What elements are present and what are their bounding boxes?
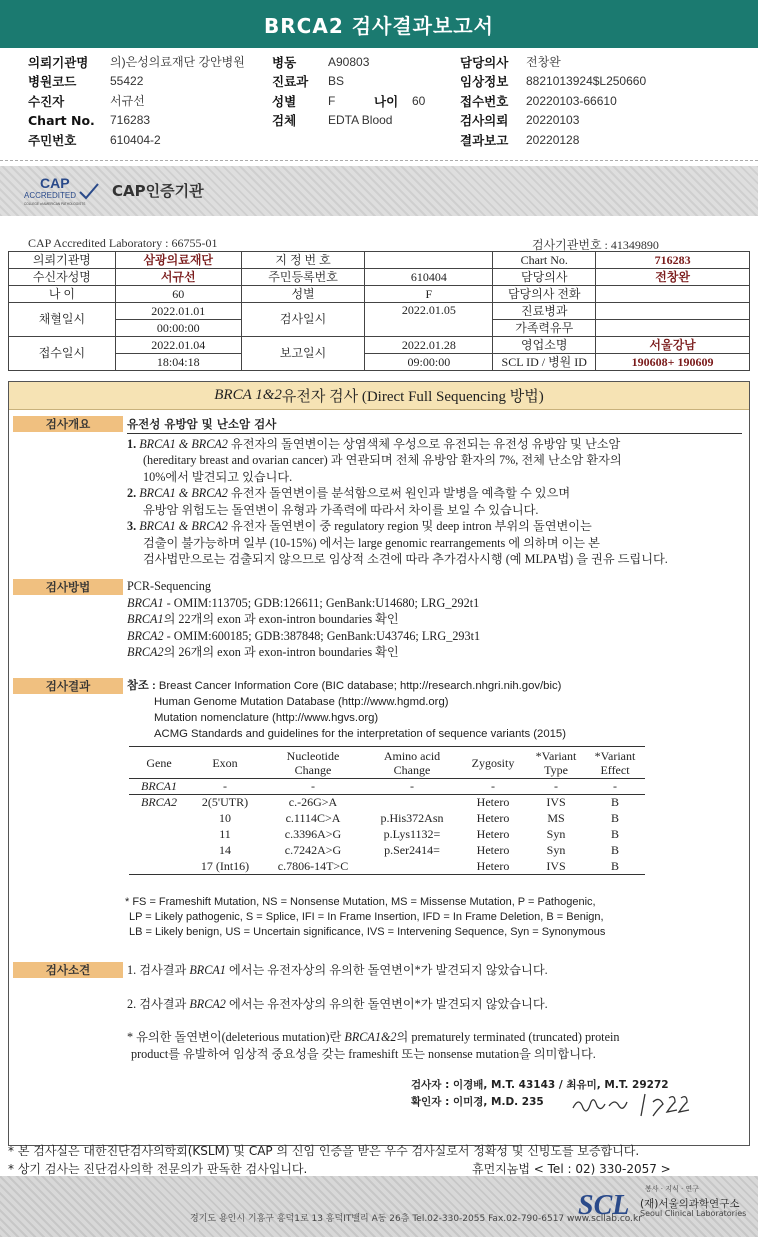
info-value: 190608+ 190609 [596,354,750,371]
section-label-opinion: 검사소견 [13,962,123,978]
info-label: 채혈일시 [9,303,116,337]
variant-col-header: Amino acid Change [365,747,459,779]
header-field [460,111,646,131]
gene-italic: BRCA2 [189,996,226,1011]
report-body [8,381,750,1146]
variant-cell: - [459,779,527,795]
header-field [272,52,425,72]
header-field [28,52,245,72]
header-key: 임상정보 [460,74,509,90]
table-row [129,779,645,795]
info-label: SCL ID / 병원 ID [493,354,596,371]
overview-text: 검사법만으로는 검출되지 않으므로 임상적 소견에 따라 추가검사시행 (예 MLPA법) 을 권유 드립니다. [143,552,668,566]
footer-address: 경기도 용인시 기흥구 흥덕1로 13 흥덕IT밸리 A동 26층 Tel.02-330-2055 Fax.02-790-6517 www.scllab.co.kr [190,1214,642,1224]
signer-line: 확인자 : 이미경, M.D. 235 [411,1096,544,1108]
variant-cell [129,859,189,875]
variant-cell: MS [547,811,565,825]
header-key: 검체 [272,113,297,129]
abbr-line: LP = Likely pathogenic, S = Splice, IFI = In Frame Insertion, IFD = In Frame Deletion, B = Benign, [129,911,604,923]
table-row [129,827,645,843]
table-header-row [129,747,645,779]
cap-logo-tiny: COLLEGE of AMERICAN PATHOLOGISTS [24,202,86,206]
gene-italic: BRCA1&2 [344,1030,397,1044]
header-key: 접수번호 [460,93,509,109]
info-value: F [365,286,493,303]
info-label: 성별 [241,286,365,303]
table-row [9,354,750,371]
info-label: 나 이 [9,286,116,303]
header-field [460,91,646,111]
info-label: 보고일시 [241,337,365,371]
table-row [9,269,750,286]
cap-lab-number: CAP Accredited Laboratory : 66755-01 [28,236,218,250]
header-field [460,130,646,150]
opinion-line [127,996,742,1013]
variant-cell [365,859,459,875]
header-key: 의뢰기관명 [28,54,89,70]
variant-cell: IVS [546,795,566,810]
footer-note: * 상기 검사는 진단검사의학 전문의가 판독한 검사입니다. [8,1162,308,1176]
overview-item-2: 2. BRCA1 & BRCA2 유전자 돌연변이를 분석함으로써 원인과 발병을 예측할 수 있으며 [127,486,571,500]
variant-cell: - [261,779,365,795]
header-field [272,72,425,92]
info-value: 서울강남 [596,337,750,354]
abbreviations [125,895,740,940]
note-text: * 유의한 돌연변이(deleterious mutation)란 [127,1030,345,1044]
cap-logo-sub: ACCREDITED [24,191,77,200]
variant-cell: 10 [219,811,231,825]
variant-table-wrap [129,746,645,875]
ref-text: ACMG Standards and guidelines for the interpretation of sequence variants (2015) [154,728,566,740]
variant-col-header: *Variant Type [527,747,585,779]
page-title: BRCA2 검사결과보고서 [0,0,758,48]
header-key: 담당의사 [460,54,509,70]
variant-cell: Syn [546,827,566,841]
header-value: 8821013924$L250660 [526,74,647,89]
variant-cell: c.1114C>A [285,811,341,825]
overview-text: (hereditary breast and ovarian cancer) 과 연관되며 전체 유방암 환자의 7%, 전체 난소암 환자의 [143,453,622,467]
variant-cell: - [189,779,261,795]
footer-band [0,1176,758,1237]
header-field [272,91,425,111]
variant-cell: 2(5'UTR) [201,795,249,810]
gene-italic: BRCA1 [189,963,226,977]
gene-italic: BRCA2 [127,628,164,643]
table-row [129,859,645,875]
table-row [129,795,645,811]
variant-col-header: Zygosity [459,747,527,779]
table-row [9,286,750,303]
info-label: 주민등록번호 [241,269,365,286]
variant-cell: c.-26G>A [288,795,338,810]
scanned-report [0,166,758,1237]
method-body [127,578,742,661]
opinion-text: 1. 검사결과 [127,963,190,977]
variant-cell: p.His372Asn [380,811,444,825]
header-key: 주민번호 [28,132,77,148]
gene-italic: BRCA1 & BRCA2 [139,436,228,451]
variant-cell: B [610,795,619,810]
report-header [0,52,758,152]
overview-text: 10%에서 발견되고 있습니다. [143,469,293,484]
note-text: product를 유발하여 임상적 중요성을 갖는 frameshift 또는 nonsense mutation을 의미합니다. [131,1046,596,1061]
header-key: Chart No. [28,112,95,128]
header-value: 20220103 [526,113,580,128]
gene-italic: BRCA1 & BRCA2 [139,519,228,533]
table-row [129,843,645,859]
info-value: 2022.01.05 [365,303,493,337]
variant-cell: - [585,779,645,795]
method-line: PCR-Sequencing [127,579,211,593]
section-label-result: 검사결과 [13,678,123,694]
variant-col-header: Gene [129,747,189,779]
table-row [9,303,750,320]
method-line [127,628,742,645]
header-value: 서규선 [110,94,145,109]
info-value: 00:00:00 [115,320,241,337]
gene-italic: BRCA1 & BRCA2 [139,486,228,500]
header-key: 성별 [272,93,297,109]
variant-cell: Hetero [476,795,510,810]
section-label-method: 검사방법 [13,579,123,595]
signer-line: 검사자 : 이경배, M.T. 43143 / 최유미, M.T. 29272 [411,1079,669,1091]
overview-item-3: 3. BRCA1 & BRCA2 유전자 돌연변이 중 regulatory region 및 deep intron 부위의 돌연변이는 [127,519,592,533]
variant-cell: c.7242A>G [284,843,342,857]
variant-cell: - [527,779,585,795]
overview-text: 유전자 돌연변이 중 regulatory region 및 deep intron 부위의 돌연변이는 [227,519,592,533]
variant-cell: B [610,811,619,825]
header-key: 병원코드 [28,74,77,90]
table-row [9,252,750,269]
info-label: 검사일시 [241,303,365,337]
info-label: 접수일시 [9,337,116,371]
variant-cell: Hetero [476,827,510,841]
scl-name: (재)서울의과학연구소 [640,1198,740,1210]
variant-cell: Syn [546,843,566,857]
note-text: 의 prematurely terminated (truncated) protein [396,1030,620,1044]
scl-subtitle: Seoul Clinical Laboratories [640,1209,747,1218]
header-value: 의)은성의료재단 강안병원 [110,55,245,70]
cap-label: CAP인증기관 [112,182,204,200]
age-label: 나이 [374,93,399,109]
age-value: 60 [412,93,426,108]
opinion-text: 에서는 유전자상의 유의한 돌연변이*가 발견되지 않았습니다. [225,996,548,1011]
abbr-line: LB = Likely benign, US = Uncertain significance, IVS = Intervening Sequence, Syn = Synonymous [129,926,606,938]
variant-cell [365,795,459,811]
header-value: BS [328,74,345,89]
info-value: 2022.01.04 [115,337,241,354]
ref-label: 참조 : [127,680,156,692]
info-label: 가족력유무 [493,320,596,337]
variant-col-header: Nucleotide Change [261,747,365,779]
section-label-overview: 검사개요 [13,416,123,432]
variant-cell [129,827,189,843]
variant-cell: 17 (Int16) [189,859,261,875]
footer-contact: 휴먼지놈법 < Tel : 02) 330-2057 > [472,1162,671,1176]
report-title-italic: BRCA 1&2 [214,387,282,403]
header-value: EDTA Blood [328,113,393,128]
header-field [28,72,245,92]
method-text: - OMIM:600185; GDB:387848; GenBank:U43746; LRG_293t1 [163,628,481,643]
overview-body [127,416,742,568]
overview-text: 유전자의 돌연변이는 상염색체 우성으로 유전되는 유전성 유방암 및 난소암 [227,436,621,451]
cap-logo-icon [22,174,104,208]
header-value: 20220128 [526,132,580,147]
variant-cell: c.3396A>G [284,827,342,841]
info-value: 2022.01.01 [115,303,241,320]
method-text: - OMIM:113705; GDB:126611; GenBank:U14680; LRG_292t1 [163,595,480,610]
variant-col-header: Exon [189,747,261,779]
info-value: 2022.01.28 [365,337,493,354]
variant-cell: c.7806-14T>C [261,859,365,875]
table-row [129,811,645,827]
header-value: A90803 [328,54,370,69]
variant-cell: Hetero [476,843,510,857]
report-title [9,382,749,410]
overview-text: 유방암 위험도는 돌연변이 유형과 가족력에 따라서 차이를 보일 수 있습니다. [143,502,539,517]
variant-cell [129,811,189,827]
header-key: 검사의뢰 [460,113,509,129]
gene-italic: BRCA1 [127,595,164,610]
variant-cell: 14 [219,843,231,857]
info-label: 영업소명 [493,337,596,354]
variant-cell: B [610,843,619,857]
opinion-text: 2. 검사결과 [127,996,190,1011]
info-value: 서규선 [115,269,241,286]
variant-cell: Hetero [476,811,510,825]
opinion-text: 에서는 유전자상의 유의한 돌연변이*가 발견되지 않았습니다. [225,963,548,977]
variant-cell: 11 [219,827,231,841]
info-value: 전창완 [596,269,750,286]
header-col-3 [460,52,646,150]
opinion-note [127,1029,742,1046]
method-text: 의 26개의 exon 과 exon-intron boundaries 확인 [163,645,399,659]
variant-cell: - [365,779,459,795]
header-key: 진료과 [272,74,309,90]
info-value: 18:04:18 [115,354,241,371]
header-field [272,111,425,131]
variant-cell: B [585,859,645,875]
header-value: F [328,93,336,108]
institution-number: 검사기관번호 : 41349890 [532,238,659,252]
variant-table [129,746,645,875]
variant-cell: BRCA1 [129,779,189,795]
scl-logo-icon: SCL [578,1190,630,1221]
header-key: 결과보고 [460,132,509,148]
ref-text: Mutation nomenclature (http://www.hgvs.org) [154,712,379,724]
variant-cell: p.Lys1132= [383,827,441,841]
info-value: 716283 [596,252,750,269]
info-label: 담당의사 [493,269,596,286]
header-col-1 [28,52,245,150]
info-label: 의뢰기관명 [9,252,116,269]
variant-cell: BRCA2 [141,795,177,810]
header-key: 병동 [272,54,297,70]
variant-cell: p.Ser2414= [384,843,440,857]
footer-certification: * 본 검사실은 대한진단검사의학회(KSLM) 및 CAP 의 신임 인증을 받은 우수 검사실로서 정확성 및 신빙도를 보증합니다. [8,1144,640,1158]
variant-cell: Hetero [459,859,527,875]
info-label: 수신자성명 [9,269,116,286]
info-label: 담당의사 전화 [493,286,596,303]
header-field [460,72,646,92]
variant-cell: B [610,827,619,841]
opinion-line [127,962,742,979]
method-line [127,595,742,612]
abbr-line: * FS = Frameshift Mutation, NS = Nonsense Mutation, MS = Missense Mutation, P = Pathogenic, [125,896,596,908]
method-line [127,644,742,661]
header-field [28,91,245,111]
header-value: 55422 [110,74,144,89]
method-text: 의 22개의 exon 과 exon-intron boundaries 확인 [163,612,399,626]
header-key: 수진자 [28,93,65,109]
info-value [365,252,493,269]
header-field [460,52,646,72]
overview-item-1: 1. BRCA1 & BRCA2 유전자의 돌연변이는 상염색체 우성으로 유전되는 유전성 유방암 및 난소암 [127,436,621,451]
info-value [596,320,750,337]
ref-text: Breast Cancer Information Core (BIC database; http://research.nhgri.nih.gov/bic) [158,680,562,692]
ref-line [127,678,742,694]
info-label: 진료병과 [493,303,596,320]
info-value: 09:00:00 [365,354,493,371]
divider [0,160,758,161]
cap-logo-text: CAP [40,175,70,191]
opinion-body [127,962,742,1062]
header-value: 20220103-66610 [526,93,617,108]
method-line [127,611,742,628]
header-field [28,130,245,150]
info-label: Chart No. [493,252,596,269]
variant-cell [129,843,189,859]
overview-text: 유전자 돌연변이를 분석함으로써 원인과 발병을 예측할 수 있으며 [227,486,571,500]
header-value: 610404-2 [110,132,161,147]
patient-info-table [8,251,750,371]
info-label: 지 정 번 호 [241,252,365,269]
signature-icon [569,1088,699,1118]
report-title-rest: 유전자 검사 (Direct Full Sequencing 방법) [281,389,544,405]
overview-head: 유전성 유방암 및 난소암 검사 [127,416,742,434]
variant-cell: IVS [527,859,585,875]
info-value: 삼광의료재단 [115,252,241,269]
info-value: 60 [115,286,241,303]
variant-col-header: *Variant Effect [585,747,645,779]
table-row [9,337,750,354]
header-field [28,111,245,131]
ref-text: Human Genome Mutation Database (http://www.hgmd.org) [154,696,449,708]
gene-italic: BRCA1 [127,612,164,626]
info-value [596,286,750,303]
result-refs [127,678,742,742]
info-value: 610404 [365,269,493,286]
info-value [596,303,750,320]
header-value: 전창완 [526,55,561,70]
gene-italic: BRCA2 [127,645,164,659]
overview-text: 검출이 불가능하며 일부 (10-15%) 에서는 large genomic rearrangements 에 의하며 이는 본 [143,535,600,550]
scl-motto: 봉사 · 지식 · 연구 [645,1185,699,1193]
cap-banner [0,166,758,216]
header-col-2 [272,52,425,130]
header-value: 716283 [110,113,151,128]
